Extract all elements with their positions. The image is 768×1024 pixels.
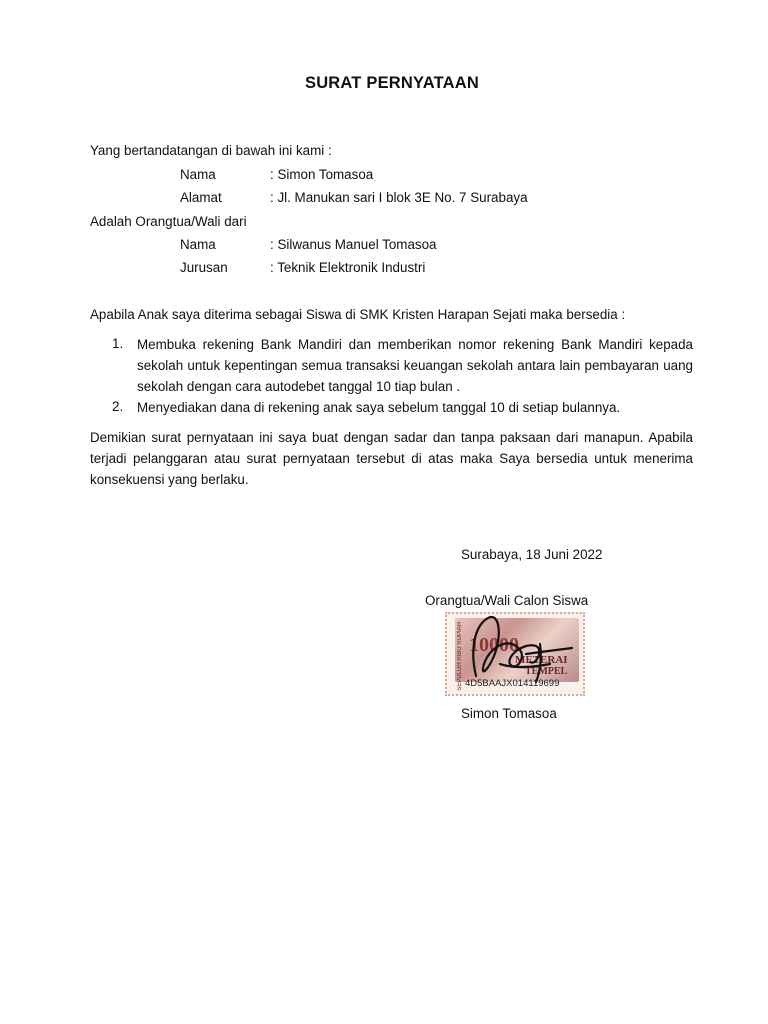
signer-address-value: : Jl. Manukan sari I blok 3E No. 7 Surabaya [270,190,528,205]
signer-address-label: Alamat [180,190,222,205]
stamp-value: 10000 [469,634,519,656]
condition-text: Apabila Anak saya diterima sebagai Siswa di SMK Kristen Harapan Sejati maka bersedia : [90,307,626,322]
signer-name-label: Nama [180,167,216,182]
student-name-label: Nama [180,237,216,252]
guardian-line: Adalah Orangtua/Wali dari [90,214,247,229]
student-major-label: Jurusan [180,260,228,275]
stamp-side-text: SEPULUH RIBU RUPIAH [457,622,463,691]
student-name-value: : Silwanus Manuel Tomasoa [270,237,437,252]
list-item-text: Menyediakan dana di rekening anak saya sebelum tanggal 10 di setiap bulannya. [137,400,621,415]
intro-text: Yang bertandatangan di bawah ini kami : [90,143,332,158]
document-title: SURAT PERNYATAAN [304,74,480,92]
stamp-serial: 4D5BAAJX014119699 [465,678,560,689]
student-major-value: : Teknik Elektronik Industri [270,260,426,275]
revenue-stamp [445,612,585,696]
place-date: Surabaya, 18 Juni 2022 [461,547,603,562]
signer-role: Orangtua/Wali Calon Siswa [425,593,589,608]
stamp-line-2: TEMPEL [525,666,568,677]
signer-name-value: : Simon Tomasoa [270,167,374,182]
stamp-line-1: METERAI [515,654,568,666]
list-item-number: 2. [112,399,124,414]
list-item-text: Membuka rekening Bank Mandiri dan memberikan nomor rekening Bank Mandiri kepada sekolah untuk kepentingan semua transaksi keuangan sekolah antara lain pembayaran uang sekolah dengan cara autodebet tanggal 10 tiap bulan . [137,337,693,394]
signer-name: Simon Tomasoa [461,706,557,721]
closing-paragraph: Demikian surat pernyataan ini saya buat dengan sadar dan tanpa paksaan dari manapun. Apabila terjadi pelanggaran atau surat pernyataan tersebut di atas maka Saya bersedia untuk menerima konsekuensi yang berlaku. [90,430,693,487]
list-item-number: 1. [112,336,124,351]
